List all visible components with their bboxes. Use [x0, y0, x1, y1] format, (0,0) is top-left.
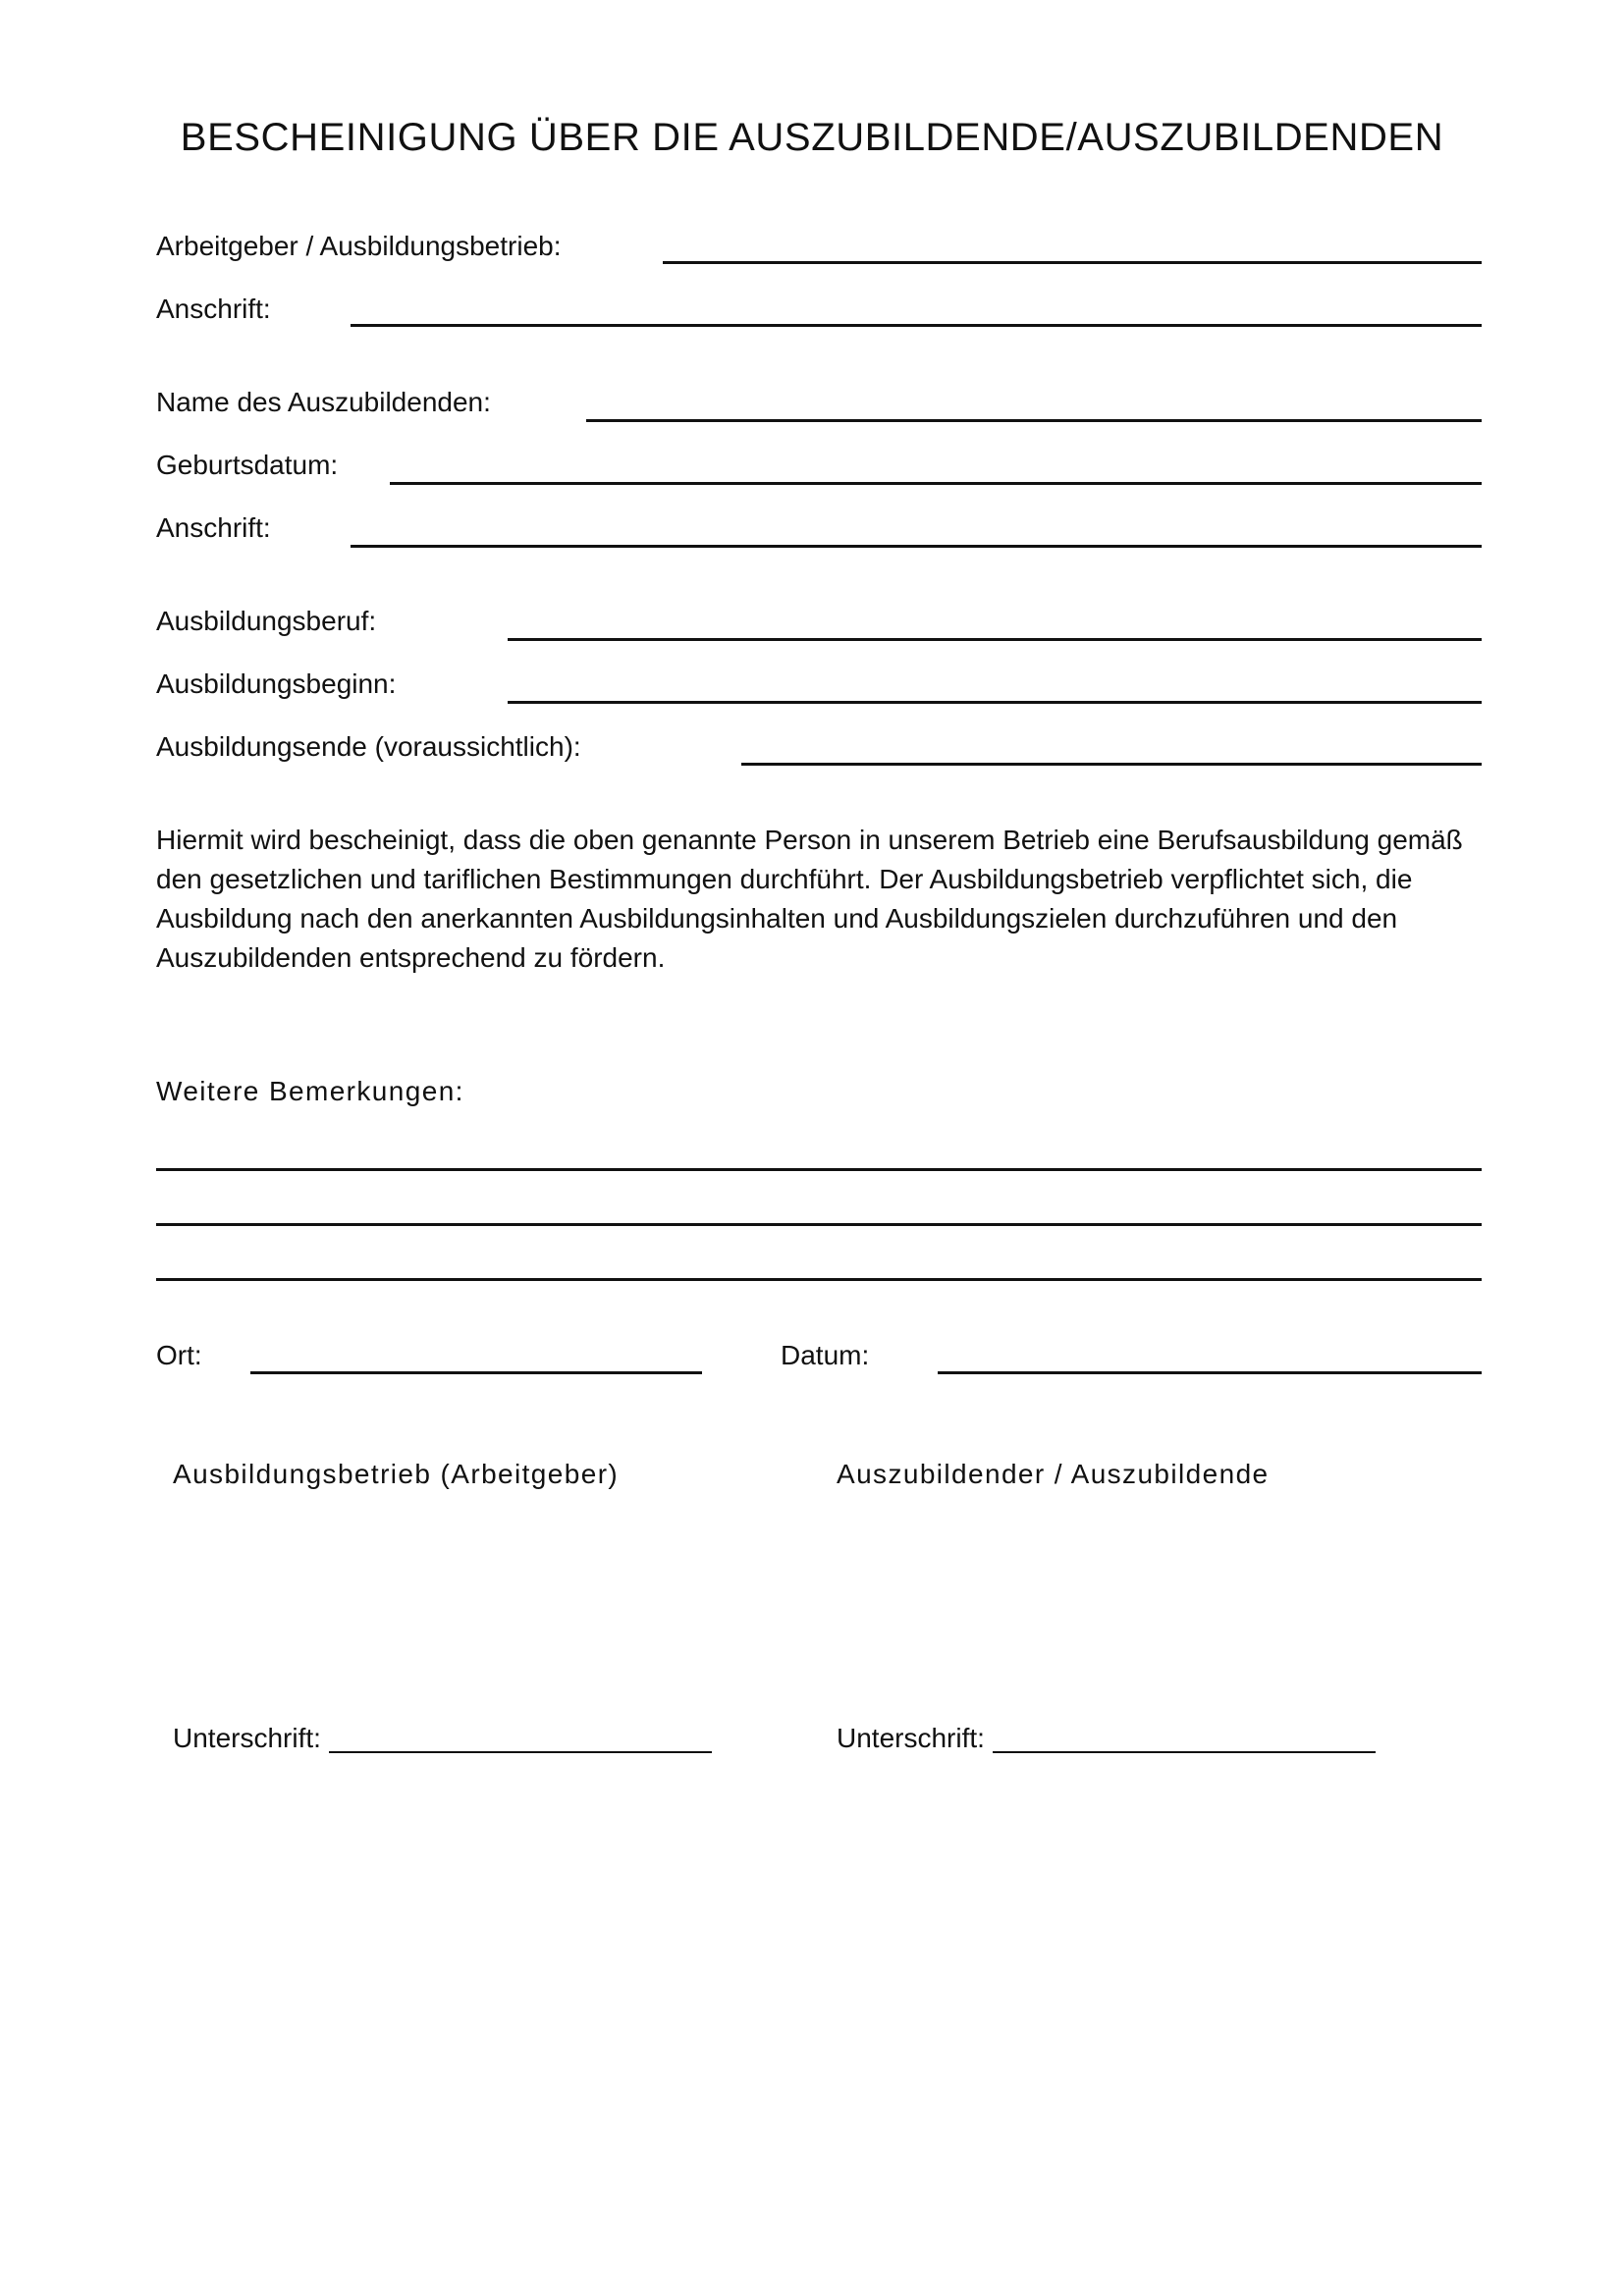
trainee-birthdate-label: Geburtsdatum:: [156, 450, 339, 480]
trainee-signature-heading: Auszubildender / Auszubildende: [837, 1459, 1270, 1489]
place-label: Ort:: [156, 1340, 202, 1370]
remarks-line-3[interactable]: [156, 1278, 1482, 1281]
employer-signature-heading: Ausbildungsbetrieb (Arbeitgeber): [173, 1459, 620, 1489]
training-start-label: Ausbildungsbeginn:: [156, 668, 397, 699]
remarks-label: Weitere Bemerkungen:: [156, 1076, 464, 1106]
date-field[interactable]: [938, 1371, 1482, 1374]
date-label: Datum:: [781, 1340, 870, 1370]
employer-address-field[interactable]: [351, 324, 1482, 327]
employer-signature-field[interactable]: [329, 1751, 712, 1753]
trainee-name-field[interactable]: [586, 419, 1482, 422]
document-title: BESCHEINIGUNG ÜBER DIE AUSZUBILDENDE/AUSZUBILDENDEN: [180, 116, 1444, 159]
training-start-field[interactable]: [508, 701, 1482, 704]
remarks-line-2[interactable]: [156, 1223, 1482, 1226]
training-occupation-label: Ausbildungsberuf:: [156, 606, 377, 636]
training-end-label: Ausbildungsende (voraussichtlich):: [156, 731, 581, 762]
remarks-line-1[interactable]: [156, 1168, 1482, 1171]
employer-address-label: Anschrift:: [156, 294, 271, 324]
trainee-address-field[interactable]: [351, 545, 1482, 548]
trainee-birthdate-field[interactable]: [390, 482, 1482, 485]
employer-company-field[interactable]: [663, 261, 1482, 264]
trainee-address-label: Anschrift:: [156, 512, 271, 543]
employer-company-label: Arbeitgeber / Ausbildungsbetrieb:: [156, 231, 562, 261]
training-occupation-field[interactable]: [508, 638, 1482, 641]
place-field[interactable]: [250, 1371, 702, 1374]
trainee-signature-label: Unterschrift:: [837, 1723, 985, 1753]
employer-signature-label: Unterschrift:: [173, 1723, 321, 1753]
trainee-name-label: Name des Auszubildenden:: [156, 387, 491, 417]
training-end-field[interactable]: [741, 763, 1482, 766]
certification-paragraph: Hiermit wird bescheinigt, dass die oben genannte Person in unserem Betrieb eine Berufsausbildung gemäß den gesetzlichen und tariflichen Bestimmungen durchführt. Der Ausbildungsbetrieb verpflichtet sich, die Ausbildung nach den anerkannten Ausbildungsinhalten und Ausbildungszielen durchzuführen und den Auszubildenden entsprechend zu fördern.: [156, 825, 1463, 973]
trainee-signature-field[interactable]: [993, 1751, 1376, 1753]
